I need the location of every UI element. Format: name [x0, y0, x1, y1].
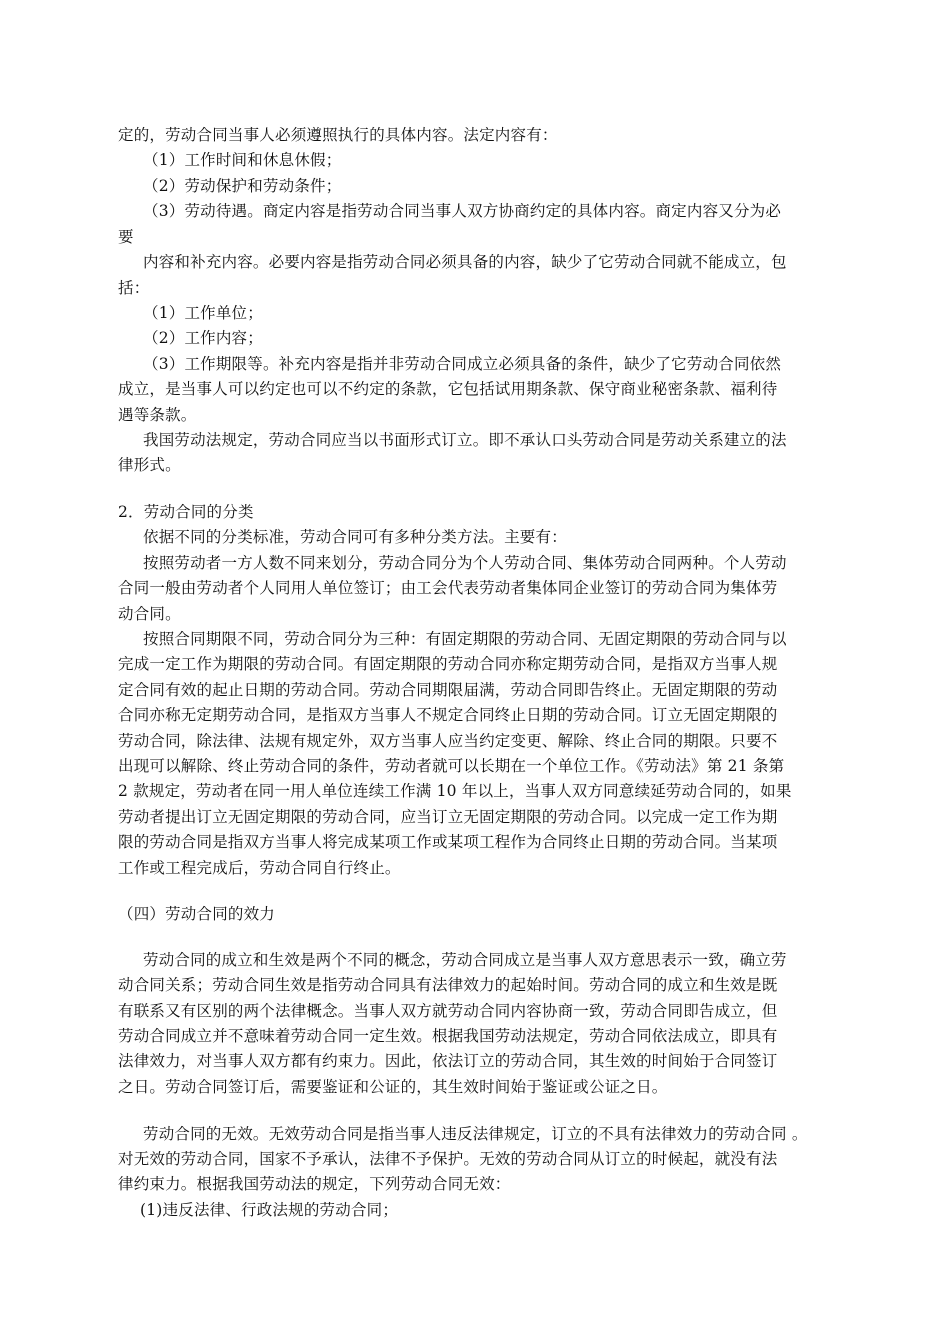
- text-line: 出现可以解除、终止劳动合同的条件，劳动者就可以长期在一个单位工作。《劳动法》第 21 条第: [118, 757, 785, 775]
- text-line: 定合同有效的起止日期的劳动合同。劳动合同期限届满，劳动合同即告终止。无固定期限的劳动: [118, 681, 778, 699]
- list-item: （1）工作时间和休息休假；: [143, 151, 342, 169]
- text-line: 成立，是当事人可以约定也可以不约定的条款，它包括试用期条款、保守商业秘密条款、福利待: [118, 380, 778, 398]
- text-line: 要: [118, 228, 134, 246]
- text-line: 动合同关系；劳动合同生效是指劳动合同具有法律效力的起始时间。劳动合同的成立和生效是既: [118, 976, 778, 994]
- list-item: （2）工作内容；: [143, 329, 263, 347]
- text-line: 完成一定工作为期限的劳动合同。有固定期限的劳动合同亦称定期劳动合同，是指双方当事人规: [118, 655, 778, 673]
- list-item: （3）工作期限等。补充内容是指并非劳动合同成立必须具备的条件，缺少了它劳动合同依然: [143, 355, 782, 373]
- text-line: 劳动合同，除法律、法规有规定外，双方当事人应当约定变更、解除、终止合同的期限。只要不: [118, 732, 778, 750]
- section-heading: 2．劳动合同的分类: [118, 503, 254, 521]
- text-line: 劳动合同成立并不意味着劳动合同一定生效。根据我国劳动法规定，劳动合同依法成立，即具有: [118, 1027, 778, 1045]
- list-item: （2）劳动保护和劳动条件；: [143, 177, 342, 195]
- text-line: 劳动者提出订立无固定期限的劳动合同，应当订立无固定期限的劳动合同。以完成一定工作为期: [118, 808, 778, 826]
- text-line: 对无效的劳动合同，国家不予承认，法律不予保护。无效的劳动合同从订立的时候起，就没有法: [118, 1150, 778, 1168]
- text-line: 劳动合同的成立和生效是两个不同的概念，劳动合同成立是当事人双方意思表示一致，确立劳: [143, 951, 787, 969]
- list-item: (1)违反法律、行政法规的劳动合同；: [140, 1201, 399, 1219]
- text-line: 劳动合同的无效。无效劳动合同是指当事人违反法律规定，订立的不具有法律效力的劳动合同 。: [143, 1125, 808, 1143]
- text-line: 限的劳动合同是指双方当事人将完成某项工作或某项工程作为合同终止日期的劳动合同。当某项: [118, 833, 778, 851]
- text-line: 动合同。: [118, 605, 181, 623]
- list-item: （1）工作单位；: [143, 304, 263, 322]
- text-line: 工作或工程完成后，劳动合同自行终止。: [118, 859, 401, 877]
- text-line: 遇等条款。: [118, 406, 197, 424]
- text-line: 内容和补充内容。必要内容是指劳动合同必须具备的内容，缺少了它劳动合同就不能成立，包: [143, 253, 787, 271]
- text-line: 合同亦称无定期劳动合同，是指双方当事人不规定合同终止日期的劳动合同。订立无固定期限的: [118, 706, 778, 724]
- text-line: 括：: [118, 279, 150, 297]
- text-line: 有联系又有区别的两个法律概念。当事人双方就劳动合同内容协商一致，劳动合同即告成立，但: [118, 1002, 778, 1020]
- text-line: 合同一般由劳动者个人同用人单位签订；由工会代表劳动者集体同企业签订的劳动合同为集体劳: [118, 579, 778, 597]
- text-line: 2 款规定，劳动者在同一用人单位连续工作满 10 年以上，当事人双方同意续延劳动合同的，如果: [118, 782, 792, 800]
- text-line: 按照劳动者一方人数不同来划分，劳动合同分为个人劳动合同、集体劳动合同两种。个人劳动: [143, 554, 787, 572]
- text-line: 律形式。: [118, 456, 181, 474]
- text-line: 我国劳动法规定，劳动合同应当以书面形式订立。即不承认口头劳动合同是劳动关系建立的法: [143, 431, 787, 449]
- text-line: 之日。劳动合同签订后，需要鉴证和公证的，其生效时间始于鉴证或公证之日。: [118, 1078, 668, 1096]
- text-line: 定的，劳动合同当事人必须遵照执行的具体内容。法定内容有：: [118, 126, 558, 144]
- text-line: 依据不同的分类标准，劳动合同可有多种分类方法。主要有：: [143, 528, 567, 546]
- text-line: 律约束力。根据我国劳动法的规定，下列劳动合同无效：: [118, 1175, 511, 1193]
- text-line: 按照合同期限不同，劳动合同分为三种：有固定期限的劳动合同、无固定期限的劳动合同与以: [143, 630, 787, 648]
- text-line: 法律效力，对当事人双方都有约束力。因此，依法订立的劳动合同，其生效的时间始于合同签订: [118, 1052, 778, 1070]
- list-item: （3）劳动待遇。商定内容是指劳动合同当事人双方协商约定的具体内容。商定内容又分为必: [143, 202, 782, 220]
- section-heading: （四）劳动合同的效力: [118, 905, 276, 923]
